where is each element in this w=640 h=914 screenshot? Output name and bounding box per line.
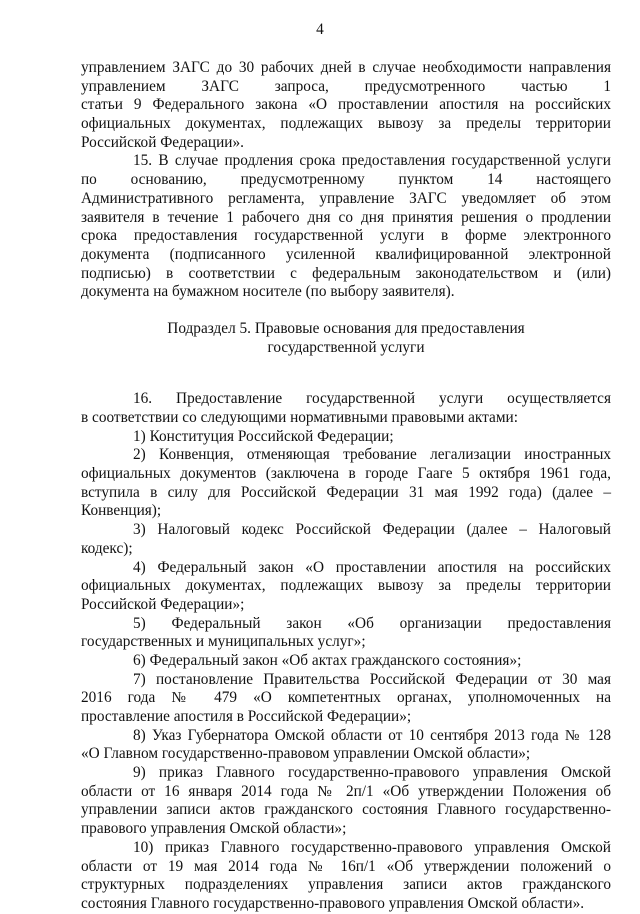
list-item: 2) Конвенция, отменяющая требование легализации иностранных xyxy=(133,446,611,464)
text-line: 16. Предоставление государственной услуги осуществляется xyxy=(133,390,611,408)
text-line: области от 16 января 2014 года № 2п/1 «Об утверждении Положения об xyxy=(81,782,611,800)
list-item: 8) Указ Губернатора Омской области от 10 сентября 2013 года № 128 xyxy=(133,726,611,744)
text-line: управлением ЗАГС запроса, предусмотренного частью 1 xyxy=(81,77,611,95)
text-line: документа (подписанного усиленной квалифицированной электронной xyxy=(81,245,611,263)
section-heading: Подраздел 5. Правовые основания для предоставления xyxy=(167,319,525,337)
text-line: управлении записи актов гражданского состояния Главного государственно- xyxy=(81,801,611,819)
section-heading: государственной услуги xyxy=(267,338,425,356)
text-line: правового управления Омской области»; xyxy=(81,820,347,838)
text-line: заявителя в течение 1 рабочего дня со дня принятия решения о продлении xyxy=(81,208,611,226)
text-line: подписью) в соответствии с федеральным законодательством и (или) xyxy=(81,264,611,282)
text-line: Конвенция); xyxy=(81,502,162,520)
text-line: кодекс); xyxy=(81,539,133,557)
text-line: официальных документах, подлежащих вывозу за пределы территории xyxy=(81,115,611,133)
list-item: 7) постановление Правительства Российской Федерации от 30 мая xyxy=(133,670,611,688)
text-line: управлением ЗАГС до 30 рабочих дней в случае необходимости направления xyxy=(81,59,611,76)
text-line: Российской Федерации». xyxy=(81,133,244,151)
text-line: официальных документов (заключена в городе Гааге 5 октября 1961 года, xyxy=(81,465,611,483)
page-number: 4 xyxy=(316,21,324,38)
text-line: по основанию, предусмотренному пунктом 14 настоящего xyxy=(81,171,611,189)
text-line: структурных подразделениях управления записи актов гражданского xyxy=(81,876,611,894)
text-line: 15. В случае продления срока предоставления государственной услуги xyxy=(133,152,611,170)
text-line: срока предоставления государственной услуги в форме электронного xyxy=(81,227,611,245)
text-line: статьи 9 Федерального закона «О проставлении апостиля на российских xyxy=(81,96,611,114)
text-line: «О Главном государственно-правовом управлении Омской области»; xyxy=(81,745,531,763)
list-item: 5) Федеральный закон «Об организации предоставления xyxy=(133,614,611,632)
list-item: 4) Федеральный закон «О проставлении апостиля на российских xyxy=(133,558,611,576)
text-line: вступила в силу для Российской Федерации 31 мая 1992 года) (далее – xyxy=(81,483,611,501)
text-line: Российской Федерации»; xyxy=(81,595,245,613)
text-line: государственных и муниципальных услуг»; xyxy=(81,633,366,651)
text-line: документа на бумажном носителе (по выбору заявителя). xyxy=(81,283,455,301)
text-line: официальных документах, подлежащих вывозу за пределы территории xyxy=(81,577,611,595)
text-line: 2016 года № 479 «О компетентных органах, уполномоченных на xyxy=(81,689,611,707)
document-body xyxy=(81,59,611,914)
list-item: 3) Налоговый кодекс Российской Федерации (далее – Налоговый xyxy=(133,521,611,539)
text-line: Административного регламента, управление ЗАГС уведомляет об этом xyxy=(81,189,611,207)
text-line: состояния Главного государственно-правового управления Омской области». xyxy=(81,894,585,912)
list-item: 9) приказ Главного государственно-правового управления Омской xyxy=(133,764,611,782)
text-line: проставление апостиля в Российской Федерации»; xyxy=(81,708,412,725)
list-item: 10) приказ Главного государственно-правового управления Омской xyxy=(133,838,611,856)
text-line: области от 19 мая 2014 года № 16п/1 «Об утверждении положений о xyxy=(81,857,611,875)
list-item: 6) Федеральный закон «Об актах гражданского состояния»; xyxy=(133,651,522,669)
text-line: в соответствии со следующими нормативными правовыми актами: xyxy=(81,409,518,426)
list-item: 1) Конституция Российской Федерации; xyxy=(133,427,394,445)
